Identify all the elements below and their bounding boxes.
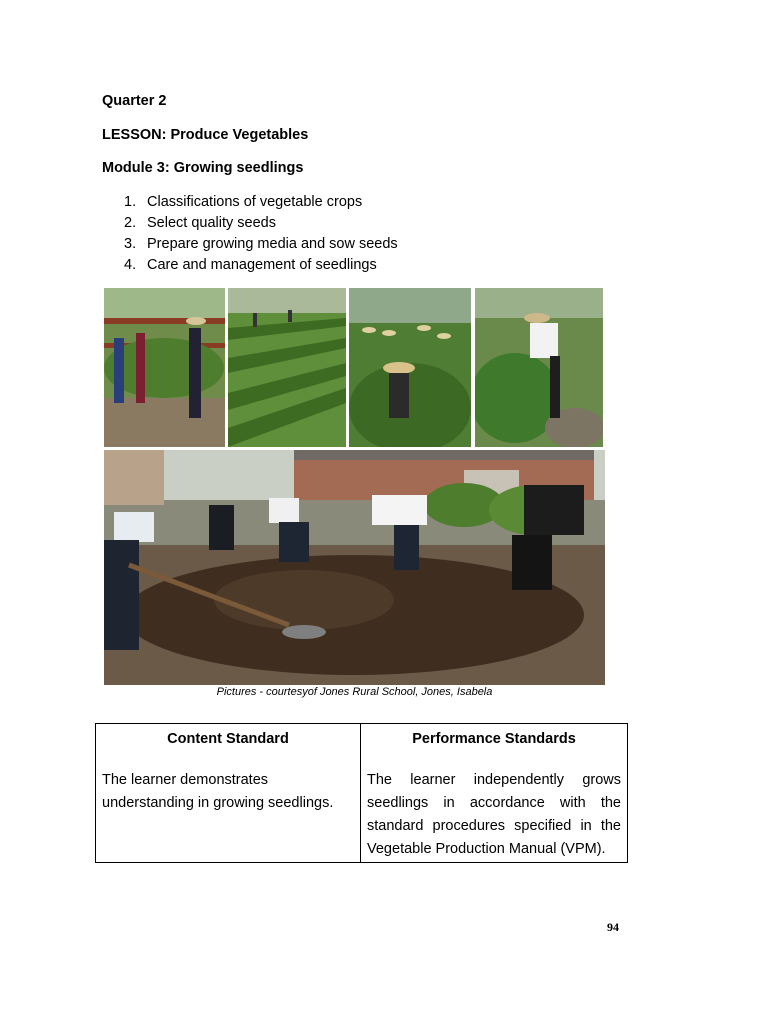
module-heading: Module 3: Growing seedlings <box>102 160 304 176</box>
performance-standards-column <box>361 724 627 862</box>
photo-caption: Pictures - courtesyof Jones Rural School, Jones, Isabela <box>216 686 493 698</box>
list-item: 4. Care and management of seedlings <box>124 257 377 273</box>
photo-preparing-growing-media <box>104 450 605 685</box>
list-item: 2. Select quality seeds <box>124 215 276 231</box>
list-item: 1. Classifications of vegetable crops <box>124 194 363 210</box>
photo-tending-plants <box>475 288 603 447</box>
performance-standards-text: The learner independently grows seedlings in accordance with the standard procedures specified in the Vegetable Production Manual (VPM). <box>367 772 621 857</box>
content-standard-text: The learner demonstrates understanding in growing seedlings. <box>102 772 334 811</box>
quarter-heading: Quarter 2 <box>102 93 167 109</box>
list-item: 3. Prepare growing media and sow seeds <box>124 236 398 252</box>
performance-standards-header: Performance Standards <box>412 731 576 747</box>
page-number: 94 <box>607 920 619 934</box>
topic-list <box>124 192 398 276</box>
content-standard-column <box>96 724 361 862</box>
photo-seedling-nursery <box>104 288 225 447</box>
photo-vegetable-field <box>228 288 346 447</box>
photo-students-field-work <box>349 288 471 447</box>
standards-table <box>95 723 628 863</box>
lesson-heading: LESSON: Produce Vegetables <box>102 127 309 143</box>
content-standard-header: Content Standard <box>167 731 289 747</box>
